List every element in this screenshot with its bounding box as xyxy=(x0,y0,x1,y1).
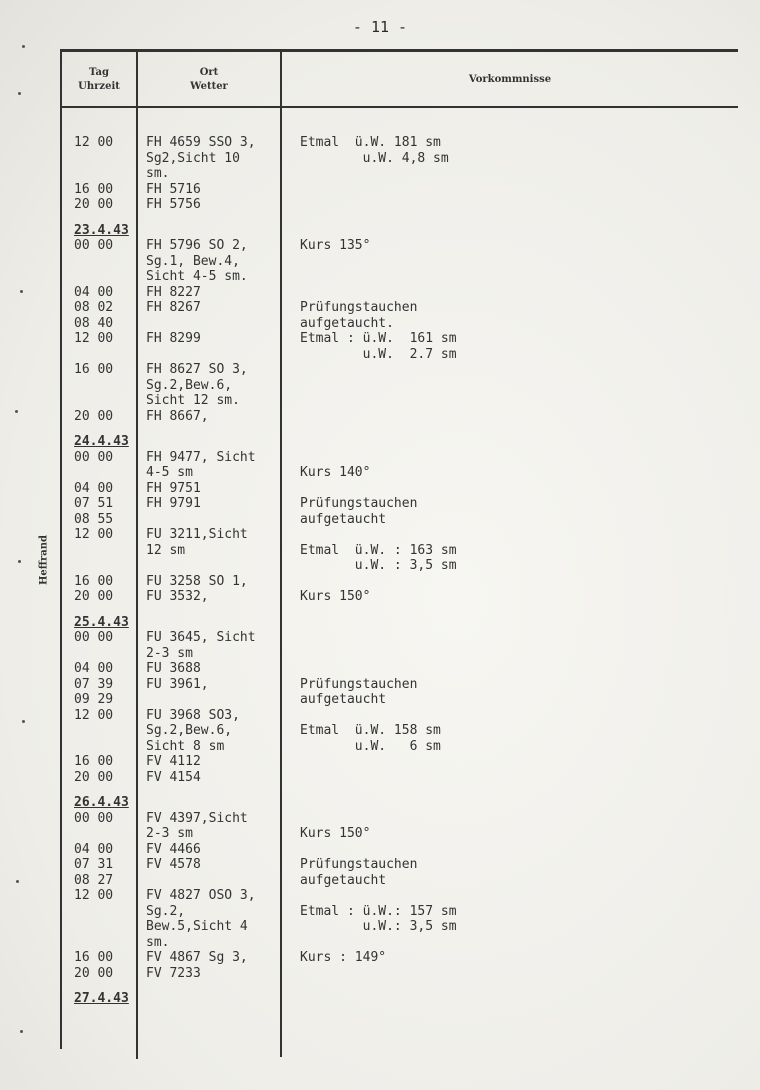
log-time: 04 00 xyxy=(74,480,114,496)
log-vorkommnis: Kurs 150° xyxy=(300,589,371,604)
log-time: 16 00 xyxy=(74,181,114,197)
margin-speck xyxy=(20,1030,23,1033)
margin-speck xyxy=(16,880,19,883)
log-vorkommnis: Kurs 135° xyxy=(300,238,371,253)
header-vorkommnisse: Vorkommnisse xyxy=(468,74,552,85)
log-ort-wetter: FH 5756 xyxy=(146,197,201,212)
log-vorkommnis: aufgetaucht xyxy=(300,511,387,527)
log-time: 04 00 xyxy=(74,284,114,300)
log-time: 20 00 xyxy=(74,769,114,785)
log-date: 25.4.43 xyxy=(74,614,129,630)
log-vorkommnis: Prüfungstauchen xyxy=(300,857,418,872)
log-date: 23.4.43 xyxy=(74,222,129,238)
log-time: 08 40 xyxy=(74,315,114,331)
log-ort-wetter: Sicht 12 sm. xyxy=(146,393,240,408)
log-ort-wetter: FH 8627 SO 3, xyxy=(146,362,248,377)
header-wetter: Wetter xyxy=(190,81,228,92)
log-ort-wetter: FV 4578 xyxy=(146,857,201,872)
log-time: 07 39 xyxy=(74,676,114,692)
log-vorkommnis: aufgetaucht xyxy=(300,872,387,888)
margin-speck xyxy=(20,290,23,293)
log-vorkommnis: Etmal : ü.W.: 157 sm xyxy=(300,903,457,919)
log-ort-wetter: FH 4659 SSO 3, xyxy=(146,135,256,150)
margin-speck xyxy=(15,410,18,413)
log-time: 16 00 xyxy=(74,573,114,589)
log-vorkommnis: u.W. 2.7 sm xyxy=(300,346,457,362)
header-tag-uhrzeit xyxy=(62,66,136,94)
log-time: 08 02 xyxy=(74,300,114,315)
log-ort-wetter: FU 3968 SO3, xyxy=(146,707,240,723)
log-vorkommnis: u.W. : 3,5 sm xyxy=(300,558,457,573)
log-ort-wetter: Sg.2,Bew.6, xyxy=(146,377,233,393)
log-vorkommnis: u.W. 6 sm xyxy=(300,738,441,754)
log-ort-wetter: FH 8299 xyxy=(146,331,201,346)
log-vorkommnis: Etmal ü.W. : 163 sm xyxy=(300,542,457,558)
log-ort-wetter: FV 4397,Sicht xyxy=(146,810,248,826)
log-time: 12 00 xyxy=(74,135,114,150)
log-time: 07 31 xyxy=(74,857,114,872)
log-time: 07 51 xyxy=(74,496,114,511)
left-border-line xyxy=(60,49,62,1049)
log-vorkommnis: Kurs 150° xyxy=(300,826,371,841)
margin-speck xyxy=(22,720,25,723)
log-ort-wetter: Sg.2,Bew.6, xyxy=(146,723,233,738)
log-ort-wetter: FV 4466 xyxy=(146,841,201,857)
log-time: 12 00 xyxy=(74,527,114,542)
log-vorkommnis: aufgetaucht xyxy=(300,692,387,707)
margin-speck xyxy=(18,92,21,95)
column-divider-1 xyxy=(136,49,138,1059)
log-time: 00 00 xyxy=(74,810,114,826)
page-number: - 11 - xyxy=(352,18,408,36)
log-ort-wetter: FV 7233 xyxy=(146,965,201,981)
log-ort-wetter: FH 8227 xyxy=(146,284,201,300)
log-ort-wetter: FV 4867 Sg 3, xyxy=(146,950,248,965)
log-ort-wetter: FU 3645, Sicht xyxy=(146,630,256,645)
header-uhrzeit: Uhrzeit xyxy=(78,81,120,92)
log-ort-wetter: FV 4154 xyxy=(146,769,201,785)
log-vorkommnis: Etmal ü.W. 181 sm xyxy=(300,135,441,150)
log-ort-wetter: FH 9477, Sicht xyxy=(146,449,256,465)
log-ort-wetter: FU 3688 xyxy=(146,661,201,676)
log-ort-wetter: FU 3258 SO 1, xyxy=(146,573,248,589)
log-time: 20 00 xyxy=(74,408,114,424)
header-bottom-rule xyxy=(60,106,738,108)
log-vorkommnis: Etmal ü.W. 158 sm xyxy=(300,723,441,738)
log-ort-wetter: FH 5716 xyxy=(146,181,201,197)
header-tag: Tag xyxy=(89,67,109,78)
log-time: 00 00 xyxy=(74,238,114,253)
log-ort-wetter: FV 4827 OSO 3, xyxy=(146,888,256,903)
log-vorkommnis: u.W. 4,8 sm xyxy=(300,150,449,166)
side-label: Heffrand xyxy=(38,534,50,586)
margin-speck xyxy=(22,45,25,48)
log-ort-wetter: FH 9791 xyxy=(146,496,201,511)
log-date: 24.4.43 xyxy=(74,434,129,449)
log-ort-wetter: FH 8267 xyxy=(146,300,201,315)
log-vorkommnis: u.W.: 3,5 sm xyxy=(300,919,457,934)
log-ort-wetter: FU 3532, xyxy=(146,589,209,604)
log-ort-wetter: 12 sm xyxy=(146,542,186,558)
log-time: 12 00 xyxy=(74,707,114,723)
log-ort-wetter: Sicht 8 sm xyxy=(146,738,225,754)
log-ort-wetter: FH 5796 SO 2, xyxy=(146,238,248,253)
log-ort-wetter: FV 4112 xyxy=(146,754,201,769)
log-time: 09 29 xyxy=(74,692,114,707)
log-time: 20 00 xyxy=(74,589,114,604)
log-ort-wetter: FU 3961, xyxy=(146,676,209,692)
log-time: 20 00 xyxy=(74,965,114,981)
log-ort-wetter: Bew.5,Sicht 4 xyxy=(146,919,248,934)
log-time: 04 00 xyxy=(74,841,114,857)
header-ort-wetter xyxy=(138,66,280,94)
table-top-rule xyxy=(60,49,738,52)
log-ort-wetter: Sg.2, xyxy=(146,903,186,919)
log-ort-wetter: 2-3 sm xyxy=(146,645,193,661)
log-ort-wetter: FH 8667, xyxy=(146,408,209,424)
log-ort-wetter: sm. xyxy=(146,166,170,181)
log-vorkommnis: Prüfungstauchen xyxy=(300,300,418,315)
log-vorkommnis: Prüfungstauchen xyxy=(300,676,418,692)
log-vorkommnis: Kurs 140° xyxy=(300,465,371,480)
column-divider-2 xyxy=(280,49,282,1057)
log-ort-wetter: sm. xyxy=(146,934,170,950)
log-ort-wetter: Sg2,Sicht 10 xyxy=(146,150,240,166)
log-time: 00 00 xyxy=(74,630,114,645)
log-ort-wetter: Sicht 4-5 sm. xyxy=(146,269,248,284)
log-time: 16 00 xyxy=(74,362,114,377)
log-time: 08 27 xyxy=(74,872,114,888)
log-date: 26.4.43 xyxy=(74,795,129,810)
margin-speck xyxy=(18,560,21,563)
log-time: 08 55 xyxy=(74,511,114,527)
log-vorkommnis: Etmal : ü.W. 161 sm xyxy=(300,331,457,346)
log-ort-wetter: FH 9751 xyxy=(146,480,201,496)
header-ort: Ort xyxy=(199,67,219,78)
log-ort-wetter: 4-5 sm xyxy=(146,465,193,480)
log-time: 04 00 xyxy=(74,661,114,676)
log-ort-wetter: FU 3211,Sicht xyxy=(146,527,248,542)
log-ort-wetter: 2-3 sm xyxy=(146,826,193,841)
log-time: 12 00 xyxy=(74,331,114,346)
log-time: 12 00 xyxy=(74,888,114,903)
log-time: 16 00 xyxy=(74,950,114,965)
log-time: 20 00 xyxy=(74,197,114,212)
log-vorkommnis: aufgetaucht. xyxy=(300,315,394,331)
log-date: 27.4.43 xyxy=(74,991,129,1006)
log-vorkommnis: Kurs : 149° xyxy=(300,950,387,965)
log-vorkommnis: Prüfungstauchen xyxy=(300,496,418,511)
log-time: 16 00 xyxy=(74,754,114,769)
log-ort-wetter: Sg.1, Bew.4, xyxy=(146,253,240,269)
log-time: 00 00 xyxy=(74,449,114,465)
